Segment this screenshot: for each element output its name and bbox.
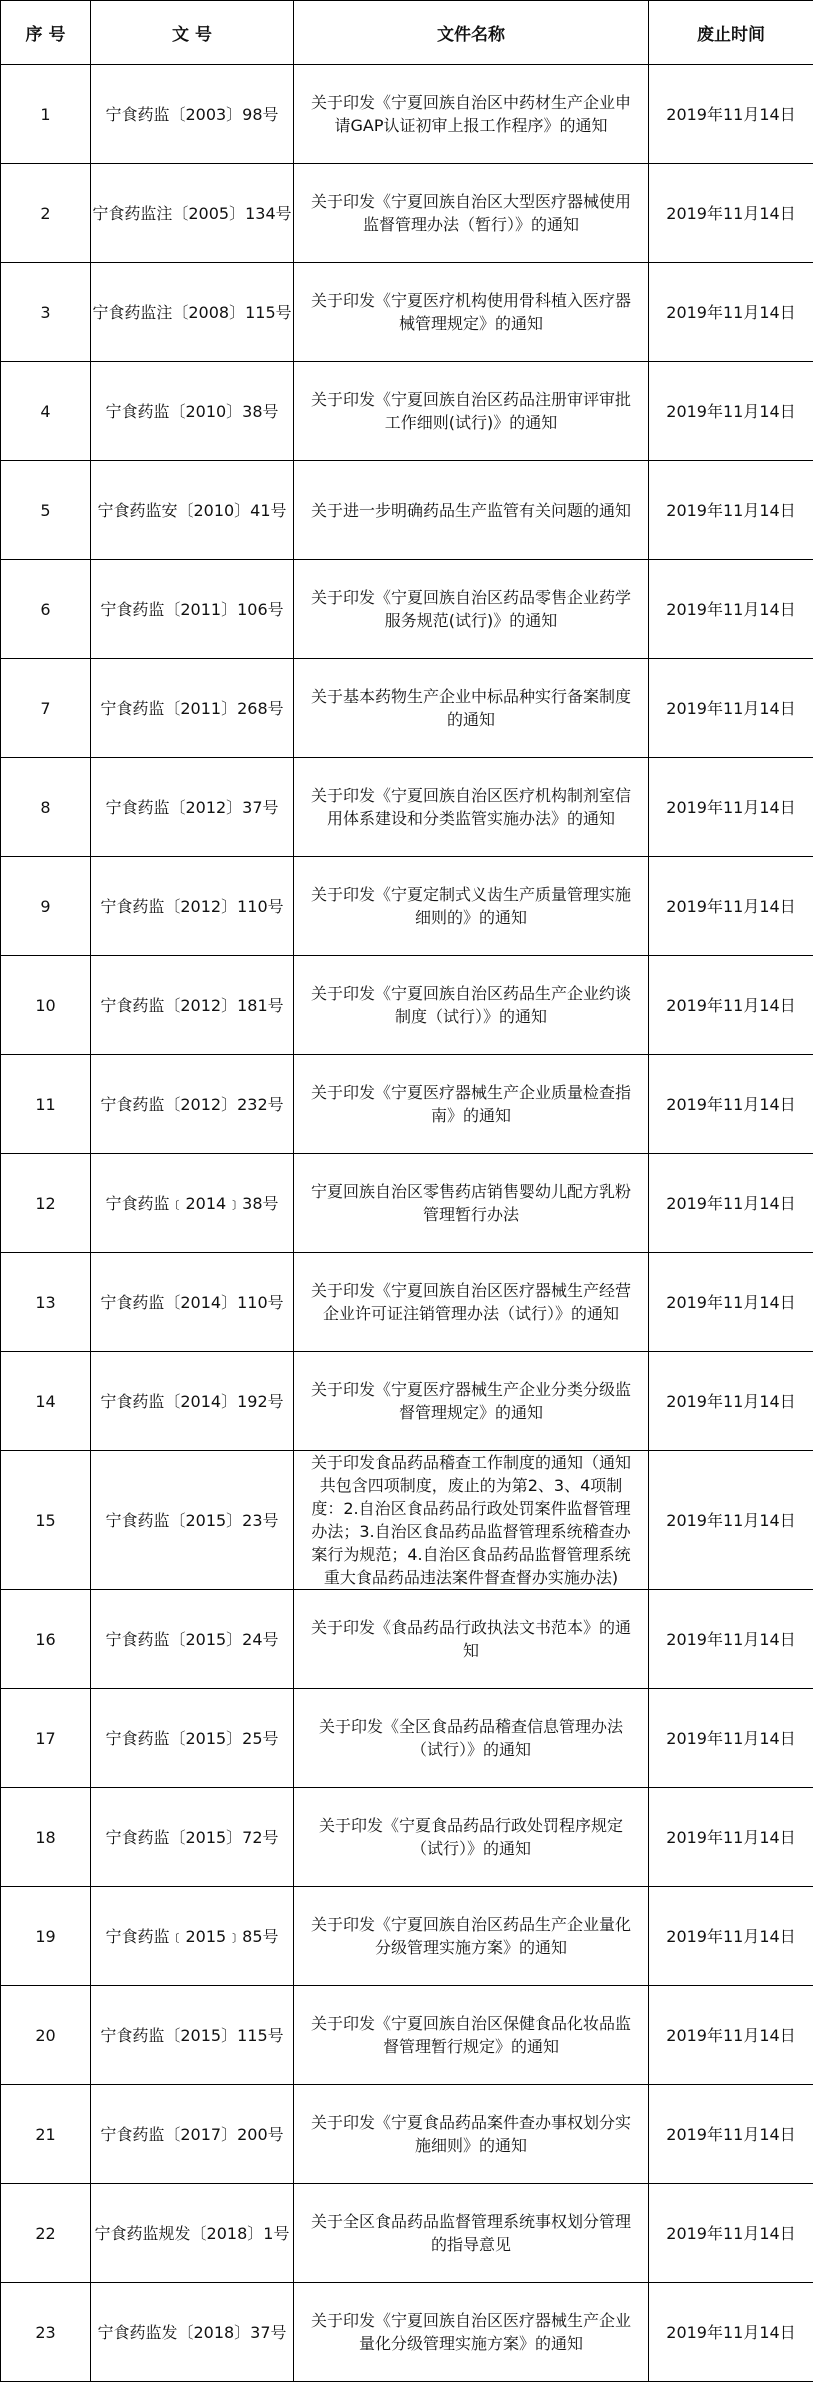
row-number-cell: 12 — [1, 1154, 91, 1253]
table-row — [1, 65, 813, 164]
row-number-cell: 14 — [1, 1352, 91, 1451]
document-title-cell: 关于印发《宁夏回族自治区药品生产企业约谈制度（试行）》的通知 — [294, 956, 649, 1055]
abolished-date-cell: 2019年11月14日 — [649, 758, 813, 857]
abolished-date-cell: 2019年11月14日 — [649, 1788, 813, 1887]
abolished-date-cell: 2019年11月14日 — [649, 1887, 813, 1986]
row-number-cell: 9 — [1, 857, 91, 956]
row-number-cell: 7 — [1, 659, 91, 758]
table-row — [1, 263, 813, 362]
row-number-cell: 16 — [1, 1590, 91, 1689]
row-number-cell: 11 — [1, 1055, 91, 1154]
header-document-number: 文 号 — [91, 1, 294, 65]
table-body — [1, 65, 813, 2382]
document-title-cell: 宁夏回族自治区零售药店销售婴幼儿配方乳粉管理暂行办法 — [294, 1154, 649, 1253]
row-number-cell: 19 — [1, 1887, 91, 1986]
table-row — [1, 1352, 813, 1451]
document-number-cell: 宁食药监注〔2005〕134号 — [91, 164, 294, 263]
row-number-cell: 8 — [1, 758, 91, 857]
document-number-cell: 宁食药监〔2012〕232号 — [91, 1055, 294, 1154]
abolished-date-cell: 2019年11月14日 — [649, 362, 813, 461]
table-row — [1, 1253, 813, 1352]
abolished-date-cell: 2019年11月14日 — [649, 263, 813, 362]
document-title-cell: 关于印发《宁夏回族自治区医疗器械生产企业量化分级管理实施方案》的通知 — [294, 2283, 649, 2382]
table-row — [1, 857, 813, 956]
row-number-cell: 18 — [1, 1788, 91, 1887]
document-number-cell: 宁食药监〔2015〕23号 — [91, 1451, 294, 1590]
row-number-cell: 1 — [1, 65, 91, 164]
document-number-cell: 宁食药监〔2014〕192号 — [91, 1352, 294, 1451]
document-number-cell: 宁食药监〔2003〕98号 — [91, 65, 294, 164]
document-number-cell: 宁食药监发〔2018〕37号 — [91, 2283, 294, 2382]
document-title-cell: 关于基本药物生产企业中标品种实行备案制度的通知 — [294, 659, 649, 758]
document-number-cell: 宁食药监〔2015〕115号 — [91, 1986, 294, 2085]
table-row — [1, 1451, 813, 1590]
document-title-cell: 关于印发《宁夏回族自治区大型医疗器械使用监督管理办法（暂行）》的通知 — [294, 164, 649, 263]
row-number-cell: 23 — [1, 2283, 91, 2382]
table-row — [1, 2283, 813, 2382]
row-number-cell: 5 — [1, 461, 91, 560]
document-title-cell: 关于印发《宁夏回族自治区医疗器械生产经营企业许可证注销管理办法（试行）》的通知 — [294, 1253, 649, 1352]
table-row — [1, 1689, 813, 1788]
document-title-cell: 关于印发《宁夏定制式义齿生产质量管理实施细则的》的通知 — [294, 857, 649, 956]
abolished-date-cell: 2019年11月14日 — [649, 164, 813, 263]
row-number-cell: 20 — [1, 1986, 91, 2085]
document-number-cell: 宁食药监〔2015〕24号 — [91, 1590, 294, 1689]
row-number-cell: 10 — [1, 956, 91, 1055]
table-row — [1, 164, 813, 263]
header-row — [1, 1, 813, 65]
abolished-date-cell: 2019年11月14日 — [649, 659, 813, 758]
abolished-date-cell: 2019年11月14日 — [649, 857, 813, 956]
document-number-cell: 宁食药监注〔2008〕115号 — [91, 263, 294, 362]
row-number-cell: 2 — [1, 164, 91, 263]
document-title-cell: 关于印发《宁夏回族自治区药品注册审评审批工作细则(试行)》的通知 — [294, 362, 649, 461]
table-row — [1, 2085, 813, 2184]
document-title-cell: 关于印发《全区食品药品稽查信息管理办法（试行）》的通知 — [294, 1689, 649, 1788]
row-number-cell: 21 — [1, 2085, 91, 2184]
abolished-date-cell: 2019年11月14日 — [649, 65, 813, 164]
table-row — [1, 1887, 813, 1986]
document-title-cell: 关于全区食品药品监督管理系统事权划分管理的指导意见 — [294, 2184, 649, 2283]
table-row — [1, 1986, 813, 2085]
row-number-cell: 6 — [1, 560, 91, 659]
table-row — [1, 362, 813, 461]
row-number-cell: 4 — [1, 362, 91, 461]
document-number-cell: 宁食药监﹝2014﹞38号 — [91, 1154, 294, 1253]
table-row — [1, 461, 813, 560]
abolished-date-cell: 2019年11月14日 — [649, 1352, 813, 1451]
table-row — [1, 659, 813, 758]
document-number-cell: 宁食药监﹝2015﹞85号 — [91, 1887, 294, 1986]
abolished-date-cell: 2019年11月14日 — [649, 1986, 813, 2085]
row-number-cell: 15 — [1, 1451, 91, 1590]
document-title-cell: 关于印发《宁夏医疗器械生产企业分类分级监督管理规定》的通知 — [294, 1352, 649, 1451]
document-title-cell: 关于印发《宁夏食品药品案件查办事权划分实施细则》的通知 — [294, 2085, 649, 2184]
abolished-date-cell: 2019年11月14日 — [649, 1253, 813, 1352]
document-title-cell: 关于印发《宁夏医疗机构使用骨科植入医疗器械管理规定》的通知 — [294, 263, 649, 362]
document-number-cell: 宁食药监〔2017〕200号 — [91, 2085, 294, 2184]
document-number-cell: 宁食药监安〔2010〕41号 — [91, 461, 294, 560]
abolished-date-cell: 2019年11月14日 — [649, 1689, 813, 1788]
document-number-cell: 宁食药监规发〔2018〕1号 — [91, 2184, 294, 2283]
abolished-date-cell: 2019年11月14日 — [649, 1590, 813, 1689]
document-number-cell: 宁食药监〔2010〕38号 — [91, 362, 294, 461]
document-title-cell: 关于进一步明确药品生产监管有关问题的通知 — [294, 461, 649, 560]
row-number-cell: 3 — [1, 263, 91, 362]
document-title-cell: 关于印发《宁夏回族自治区药品生产企业量化分级管理实施方案》的通知 — [294, 1887, 649, 1986]
document-title-cell: 关于印发食品药品稽查工作制度的通知（通知共包含四项制度，废止的为第2、3、4项制度：2.自治区食品药品行政处罚案件监督管理办法；3.自治区食品药品监督管理系统稽查办案行为规范；4.自治区食品药品监督管理系统重大食品药品违法案件督查督办实施办法) — [294, 1451, 649, 1590]
row-number-cell: 17 — [1, 1689, 91, 1788]
document-number-cell: 宁食药监〔2012〕110号 — [91, 857, 294, 956]
abolished-date-cell: 2019年11月14日 — [649, 2283, 813, 2382]
document-title-cell: 关于印发《宁夏回族自治区保健食品化妆品监督管理暂行规定》的通知 — [294, 1986, 649, 2085]
abolished-date-cell: 2019年11月14日 — [649, 956, 813, 1055]
header-document-title: 文件名称 — [294, 1, 649, 65]
table-row — [1, 758, 813, 857]
document-number-cell: 宁食药监〔2011〕106号 — [91, 560, 294, 659]
table-row — [1, 1154, 813, 1253]
table-row — [1, 1055, 813, 1154]
document-number-cell: 宁食药监〔2015〕25号 — [91, 1689, 294, 1788]
abolished-date-cell: 2019年11月14日 — [649, 560, 813, 659]
document-number-cell: 宁食药监〔2014〕110号 — [91, 1253, 294, 1352]
table-row — [1, 1788, 813, 1887]
abolished-date-cell: 2019年11月14日 — [649, 1154, 813, 1253]
document-title-cell: 关于印发《宁夏回族自治区中药材生产企业申请GAP认证初审上报工作程序》的通知 — [294, 65, 649, 164]
document-title-cell: 关于印发《食品药品行政执法文书范本》的通知 — [294, 1590, 649, 1689]
document-title-cell: 关于印发《宁夏医疗器械生产企业质量检查指南》的通知 — [294, 1055, 649, 1154]
document-title-cell: 关于印发《宁夏食品药品行政处罚程序规定（试行）》的通知 — [294, 1788, 649, 1887]
abolished-date-cell: 2019年11月14日 — [649, 1451, 813, 1590]
row-number-cell: 22 — [1, 2184, 91, 2283]
table-row — [1, 956, 813, 1055]
abolished-date-cell: 2019年11月14日 — [649, 2184, 813, 2283]
document-number-cell: 宁食药监〔2012〕181号 — [91, 956, 294, 1055]
abolished-date-cell: 2019年11月14日 — [649, 1055, 813, 1154]
abolished-date-cell: 2019年11月14日 — [649, 2085, 813, 2184]
row-number-cell: 13 — [1, 1253, 91, 1352]
table-row — [1, 1590, 813, 1689]
document-title-cell: 关于印发《宁夏回族自治区药品零售企业药学服务规范(试行)》的通知 — [294, 560, 649, 659]
abolished-date-cell: 2019年11月14日 — [649, 461, 813, 560]
header-number: 序 号 — [1, 1, 91, 65]
document-number-cell: 宁食药监〔2012〕37号 — [91, 758, 294, 857]
document-title-cell: 关于印发《宁夏回族自治区医疗机构制剂室信用体系建设和分类监管实施办法》的通知 — [294, 758, 649, 857]
table-row — [1, 560, 813, 659]
table-row — [1, 2184, 813, 2283]
document-number-cell: 宁食药监〔2011〕268号 — [91, 659, 294, 758]
document-number-cell: 宁食药监〔2015〕72号 — [91, 1788, 294, 1887]
header-abolished-date: 废止时间 — [649, 1, 813, 65]
